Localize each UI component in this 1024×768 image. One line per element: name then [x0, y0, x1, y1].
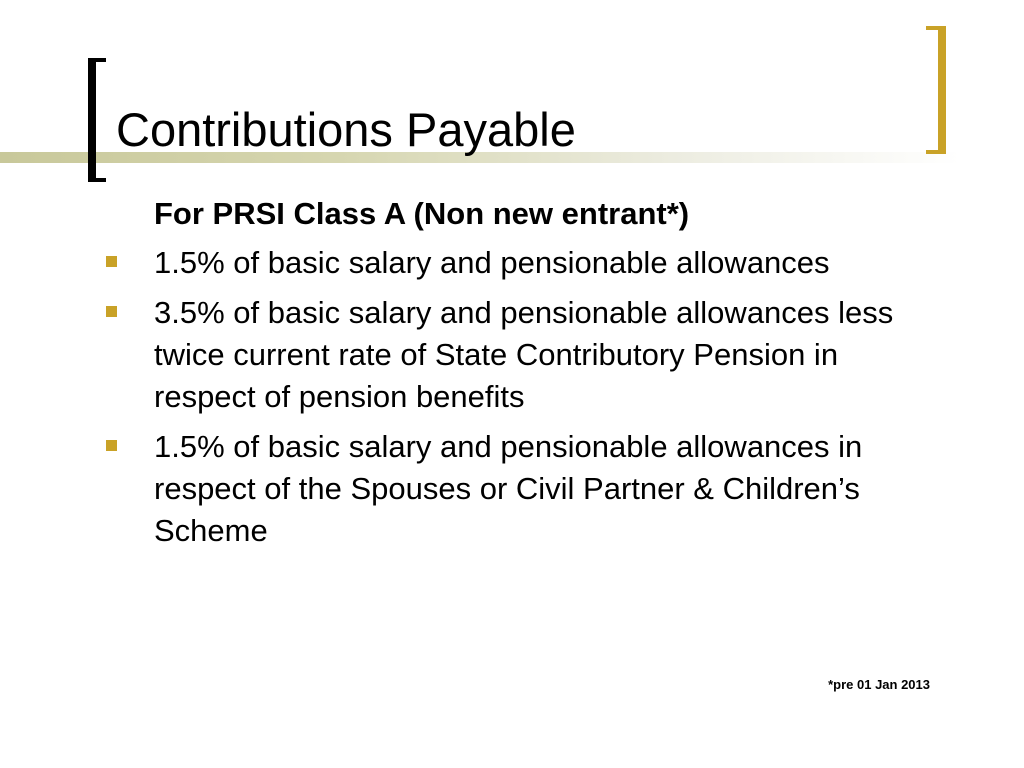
footnote: *pre 01 Jan 2013 [828, 677, 930, 692]
square-bullet-icon [106, 440, 117, 451]
left-bracket-decoration [88, 58, 106, 182]
slide-body [100, 192, 920, 560]
bullet-item [100, 292, 920, 418]
bullet-text: 1.5% of basic salary and pensionable allowances [154, 245, 830, 280]
bullet-text: 3.5% of basic salary and pensionable allowances less twice current rate of State Contributory Pension in respect of pension benefits [154, 295, 894, 414]
square-bullet-icon [106, 256, 117, 267]
right-bracket-decoration [926, 26, 946, 154]
bullet-item [100, 242, 920, 284]
bullet-text: 1.5% of basic salary and pensionable allowances in respect of the Spouses or Civil Partner & Children’s Scheme [154, 429, 863, 548]
bullet-item [100, 426, 920, 552]
slide-title: Contributions Payable [116, 103, 576, 156]
square-bullet-icon [106, 306, 117, 317]
subheading: For PRSI Class A (Non new entrant*) [154, 196, 690, 231]
